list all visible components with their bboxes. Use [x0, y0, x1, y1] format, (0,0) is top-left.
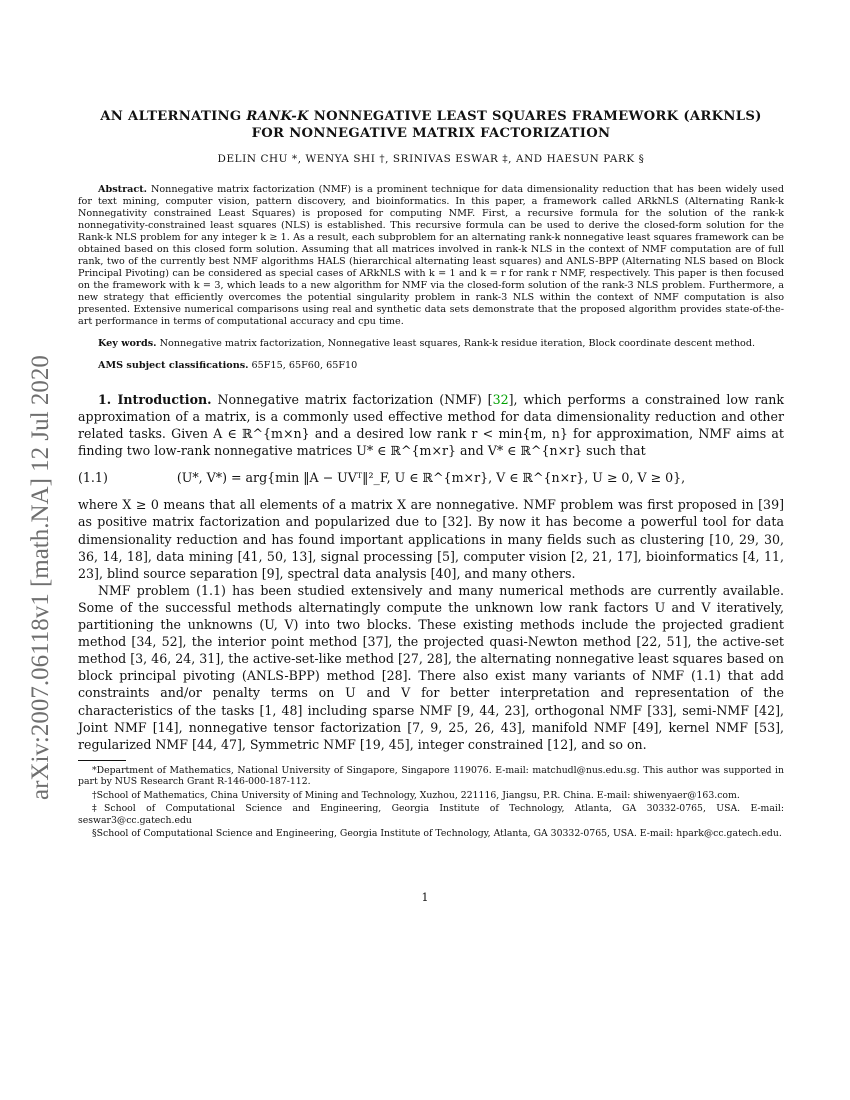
keywords-label: Key words. — [98, 338, 157, 349]
ams-label: AMS subject classifications. — [98, 360, 249, 371]
title-line2: FOR NONNEGATIVE MATRIX FACTORIZATION — [251, 126, 611, 141]
footnote-3: ‡School of Computational Science and Engineering, Georgia Institute of Technology, Atlanta, GA 30332-0765, USA. E-mail: seswar3@cc.gatech.edu — [78, 803, 784, 826]
footnote-1: *Department of Mathematics, National University of Singapore, Singapore 119076. E-mail: matchudl@nus.edu.sg. This author was supported in part by NUS Research Grant R-146-000-187-112. — [78, 764, 784, 788]
footnotes — [78, 765, 784, 840]
intro-paragraph-1 — [78, 391, 784, 459]
keywords-text: Nonnegative matrix factorization, Nonnegative least squares, Rank-k residue iteration, Block coordinate descent method. — [159, 338, 756, 349]
author-list: DELIN CHU *, WENYA SHI †, SRINIVAS ESWAR ‡, AND HAESUN PARK § — [217, 153, 645, 165]
abstract-label: Abstract. — [98, 184, 148, 195]
intro-paragraph-2: where X ≥ 0 means that all elements of a matrix X are nonnegative. NMF problem was first proposed in [39] as positive matrix factorization and popularized due to [32]. By now it has become a powerful tool for data dimensionality reduction and has found important applications in many fields such as clustering [10, 29, 30, 36, 14, 18], data mining [41, 50, 13], signal processing [5], computer vision [2, 21, 17], bioinformatics [4, 11, 23], blind source separation [9], spectral data analysis [40], and many others. — [78, 497, 784, 581]
page-number: 1 — [421, 891, 429, 904]
intro-paragraph-3: NMF problem (1.1) has been studied extensively and many numerical methods are currently available. Some of the successful methods alternatingly compute the unknown low rank factors U and V iteratively, partitioning the unknowns (U, V) into two blocks. These existing methods include the projected gradient method [34, 52], the interior point method [37], the projected quasi-Newton method [22, 51], the active-set method [3, 46, 24, 31], the active-set-like method [27, 28], the alternating nonnegative least squares based on block principal pivoting (ANLS-BPP) method [28]. There also exist many variants of NMF (1.1) that add constraints and/or penalty terms on U and V for better interpretation and representation of the characteristics of the tasks [1, 48] including sparse NMF [9, 44, 23], orthogonal NMF [33], semi-NMF [42], Joint NMF [14], nonnegative tensor factorization [7, 9, 25, 26, 43], manifold NMF [49], kernel NMF [53], regularized NMF [44, 47], Symmetric NMF [19, 45], integer constrained [12], and so on. — [78, 582, 784, 752]
footnote-2: †School of Mathematics, China University of Mining and Technology, Xuzhou, 221116, Jiangsu, P.R. China. E-mail: shiwenyaer@163.com. — [92, 789, 740, 801]
title-line1-italic: RANK-K — [246, 109, 309, 124]
abstract — [78, 184, 784, 328]
intro-p1-end: ], which performs a constrained low rank approximation of a matrix, is a commonly used effective method for data dimensionality reduction and other related tasks. Given A ∈ ℝ^{m×n} and a desired low rank r < min{m, n} for approximation, NMF aims at finding two low-rank nonnegative matrices U* ∈ ℝ^{m×r} and V* ∈ ℝ^{n×r} such that — [78, 392, 784, 459]
keywords — [78, 338, 784, 350]
footnote-rule — [78, 760, 126, 761]
equation-number: (1.1) — [78, 469, 108, 485]
arxiv-stamp — [22, 280, 58, 800]
ams-text: 65F15, 65F60, 65F10 — [251, 360, 358, 371]
abstract-text: Nonnegative matrix factorization (NMF) is a prominent technique for data dimensionality reduction that has been widely used for text mining, computer vision, pattern discovery, and bioinformatics. In this paper, a framework called ARkNLS (Alternating Rank-k Nonnegativity constrained Least Squares) is proposed for computing NMF. First, a recursive formula for the solution of the rank-k nonnegativity-constrained least squares (NLS) is established. This recursive formula can be used to derive the closed-form solution for the Rank-k NLS problem for any integer k ≥ 1. As a result, each subproblem for an alternating rank-k nonnegative least squares framework can be obtained based on this closed form solution. Assuming that all matrices involved in rank-k NLS in the context of NMF computation are of full rank, two of the currently best NMF algorithms HALS (hierarchical alternating least squares) and ANLS-BPP (Alternating NLS based on Block Principal Pivoting) can be considered as special cases of ARkNLS with k = 1 and k = r for rank r NMF, respectively. This paper is then focused on the framework with k = 3, which leads to a new algorithm for NMF via the closed-form solution of the rank-3 NLS problem. Furthermore, a new strategy that efficiently overcomes the potential singularity problem in rank-3 NLS within the context of NMF computation is also presented. Extensive numerical comparisons using real and synthetic data sets demonstrate that the proposed algorithm provides state-of-the-art performance in terms of computational accuracy and cpu time. — [78, 184, 785, 327]
equation-body: (U*, V*) = arg{min ‖A − UVᵀ‖²_F, U ∈ ℝ^{m×r}, V ∈ ℝ^{n×r}, U ≥ 0, V ≥ 0}, — [176, 469, 686, 485]
title-line1-end: NONNEGATIVE LEAST SQUARES FRAMEWORK (ARKNLS) — [308, 109, 762, 124]
paper-page — [78, 108, 784, 842]
arxiv-stamp-text: arXiv:2007.06118v1 [math.NA] 12 Jul 2020 — [27, 355, 54, 800]
citation-link[interactable]: 32 — [492, 392, 509, 407]
section-heading: 1. Introduction. — [98, 392, 212, 407]
title-line1-start: AN ALTERNATING — [100, 109, 247, 124]
footnote-4: §School of Computational Science and Engineering, Georgia Institute of Technology, Atlanta, GA 30332-0765, USA. E-mail: hpark@cc.gatech.edu. — [92, 828, 782, 840]
paper-title — [78, 108, 784, 142]
equation-1-1 — [78, 467, 784, 487]
ams-classifications — [78, 360, 784, 372]
intro-p1-start: Nonnegative matrix factorization (NMF) [ — [217, 392, 493, 407]
